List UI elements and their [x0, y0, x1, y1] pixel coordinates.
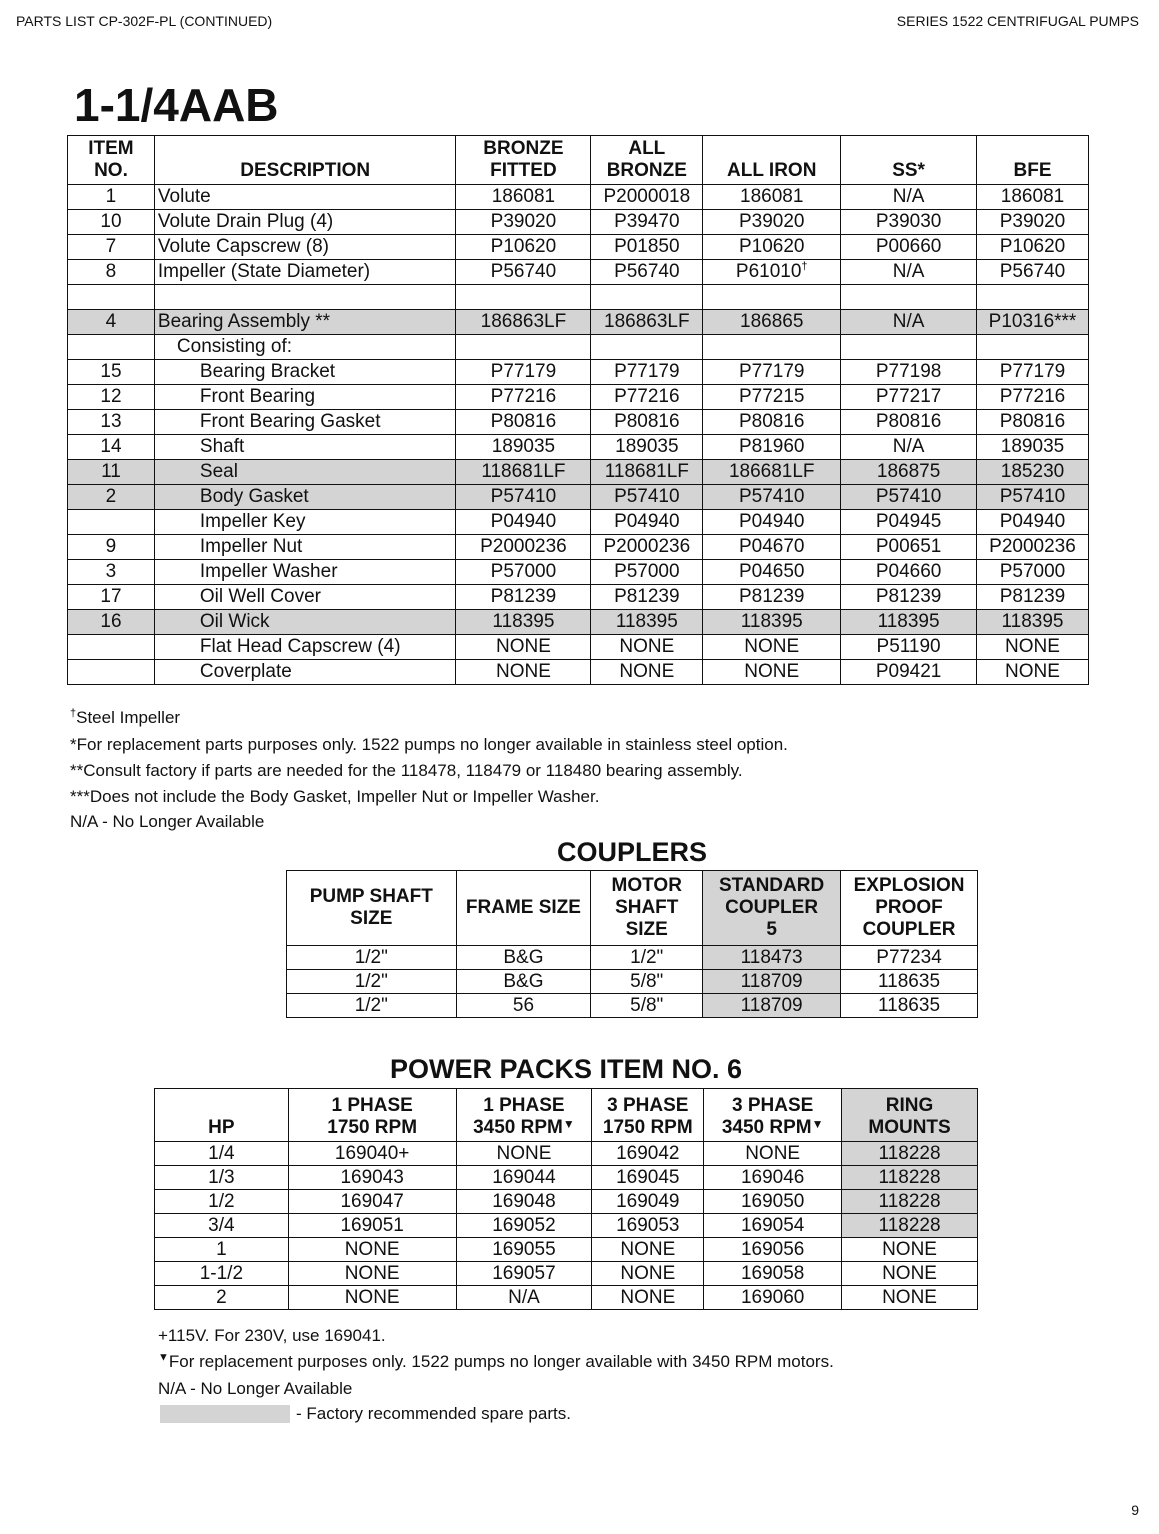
cell-3ph-3450: 169046 — [704, 1166, 842, 1190]
cell-all-bronze: P2000018 — [591, 185, 703, 210]
cell-explosion-proof: 118635 — [841, 994, 978, 1018]
parts-header-row — [68, 136, 1089, 185]
cell-1ph-1750: 169047 — [288, 1190, 456, 1214]
page-title: 1-1/4AAB — [74, 79, 279, 131]
power-packs-header-row — [155, 1089, 978, 1142]
cell-bfe: P10620 — [977, 235, 1089, 260]
cell-description: Bearing Bracket — [154, 360, 456, 385]
cell-bronze-fitted: P81239 — [456, 585, 591, 610]
cell-description: Impeller (State Diameter) — [154, 260, 456, 285]
cell-item-no: 1 — [68, 185, 155, 210]
power-packs-title: POWER PACKS ITEM NO. 6 — [389, 1054, 743, 1084]
cell-item-no: 4 — [68, 310, 155, 335]
header-right: SERIES 1522 CENTRIFUGAL PUMPS — [896, 13, 1139, 29]
power-packs-table — [154, 1088, 978, 1310]
table-row — [68, 185, 1089, 210]
cell-bfe: 186081 — [977, 185, 1089, 210]
cell-item-no: 8 — [68, 260, 155, 285]
cell-bronze-fitted: NONE — [456, 660, 591, 685]
cell-bfe: 185230 — [977, 460, 1089, 485]
cell-item-no: 10 — [68, 210, 155, 235]
table-row — [68, 660, 1089, 685]
cell-bfe: P80816 — [977, 410, 1089, 435]
cell-item-no: 3 — [68, 560, 155, 585]
cell-item-no — [68, 660, 155, 685]
table-row — [68, 635, 1089, 660]
footnote-dagger: †Steel Impeller — [70, 707, 181, 727]
cell-bronze-fitted: 118681LF — [456, 460, 591, 485]
cell-bfe: P81239 — [977, 585, 1089, 610]
cell-ss: 118395 — [841, 610, 977, 635]
cell-bfe — [977, 285, 1089, 310]
table-row — [68, 335, 1089, 360]
cell-bronze-fitted: P77179 — [456, 360, 591, 385]
cell-bfe: 189035 — [977, 435, 1089, 460]
cell-all-bronze: 186863LF — [591, 310, 703, 335]
cell-1ph-3450: 169048 — [456, 1190, 592, 1214]
col-motor-shaft-size: MOTOR SHAFT SIZE — [591, 871, 703, 946]
col-item-no: ITEM NO. — [68, 136, 155, 185]
cell-ring-mounts: 118228 — [842, 1166, 978, 1190]
table-row — [68, 560, 1089, 585]
cell-all-bronze: NONE — [591, 635, 703, 660]
cell-1ph-1750: 169043 — [288, 1166, 456, 1190]
table-row — [155, 1214, 978, 1238]
col-3ph-3450: 3 PHASE 3450 RPM▼ — [704, 1089, 842, 1142]
couplers-header-row — [287, 871, 978, 946]
table-row — [68, 435, 1089, 460]
cell-description: Consisting of: — [154, 335, 456, 360]
cell-standard-coupler: 118709 — [703, 994, 841, 1018]
cell-bfe: P57410 — [977, 485, 1089, 510]
table-row — [68, 260, 1089, 285]
cell-all-bronze: 118681LF — [591, 460, 703, 485]
cell-frame-size: B&G — [456, 946, 591, 970]
table-row — [68, 310, 1089, 335]
cell-all-iron: P57410 — [703, 485, 841, 510]
cell-3ph-1750: NONE — [592, 1238, 704, 1262]
cell-all-bronze — [591, 285, 703, 310]
cell-ss: P00651 — [841, 535, 977, 560]
cell-bronze-fitted: NONE — [456, 635, 591, 660]
cell-bfe: P10316*** — [977, 310, 1089, 335]
cell-motor-shaft: 1/2" — [591, 946, 703, 970]
cell-all-iron: P81960 — [703, 435, 841, 460]
cell-item-no: 12 — [68, 385, 155, 410]
cell-1ph-3450: N/A — [456, 1286, 592, 1310]
cell-item-no — [68, 285, 155, 310]
cell-ss — [841, 285, 977, 310]
col-explosion-proof-coupler: EXPLOSION PROOF COUPLER — [841, 871, 978, 946]
cell-ring-mounts: NONE — [842, 1238, 978, 1262]
col-ring-mounts: RING MOUNTS — [842, 1089, 978, 1142]
table-row — [68, 210, 1089, 235]
cell-1ph-3450: NONE — [456, 1142, 592, 1166]
cell-all-iron: 186681LF — [703, 460, 841, 485]
cell-motor-shaft: 5/8" — [591, 970, 703, 994]
cell-item-no: 13 — [68, 410, 155, 435]
cell-description — [154, 285, 456, 310]
cell-all-bronze: P81239 — [591, 585, 703, 610]
cell-1ph-3450: 169057 — [456, 1262, 592, 1286]
table-row — [68, 485, 1089, 510]
footnote-power-na: N/A - No Longer Available — [158, 1379, 353, 1398]
cell-description: Oil Wick — [154, 610, 456, 635]
cell-explosion-proof: 118635 — [841, 970, 978, 994]
cell-all-bronze: P77216 — [591, 385, 703, 410]
cell-description: Shaft — [154, 435, 456, 460]
cell-ss: P51190 — [841, 635, 977, 660]
cell-hp: 1-1/2 — [155, 1262, 289, 1286]
cell-ring-mounts: 118228 — [842, 1214, 978, 1238]
cell-all-bronze: 118395 — [591, 610, 703, 635]
cell-description: Impeller Washer — [154, 560, 456, 585]
cell-all-bronze: P80816 — [591, 410, 703, 435]
cell-ss: P81239 — [841, 585, 977, 610]
table-row — [68, 360, 1089, 385]
footnote-na: N/A - No Longer Available — [70, 812, 265, 831]
cell-ss: 186875 — [841, 460, 977, 485]
cell-1ph-3450: 169055 — [456, 1238, 592, 1262]
cell-bronze-fitted — [456, 285, 591, 310]
cell-3ph-3450: 169054 — [704, 1214, 842, 1238]
cell-all-iron: 118395 — [703, 610, 841, 635]
cell-all-iron: P61010† — [703, 260, 841, 285]
cell-all-iron: P10620 — [703, 235, 841, 260]
cell-bronze-fitted: P04940 — [456, 510, 591, 535]
table-row — [68, 510, 1089, 535]
cell-1ph-1750: NONE — [288, 1238, 456, 1262]
cell-all-bronze — [591, 335, 703, 360]
table-row — [155, 1142, 978, 1166]
cell-all-bronze: P57410 — [591, 485, 703, 510]
cell-hp: 1/2 — [155, 1190, 289, 1214]
cell-all-bronze: 189035 — [591, 435, 703, 460]
cell-ring-mounts: 118228 — [842, 1190, 978, 1214]
cell-all-iron: P81239 — [703, 585, 841, 610]
cell-bronze-fitted: P57000 — [456, 560, 591, 585]
cell-hp: 1 — [155, 1238, 289, 1262]
footnote-plus: +115V. For 230V, use 169041. — [158, 1326, 386, 1345]
cell-item-no — [68, 510, 155, 535]
cell-bronze-fitted: 186081 — [456, 185, 591, 210]
col-bronze-fitted: BRONZE FITTED — [456, 136, 591, 185]
cell-3ph-3450: 169058 — [704, 1262, 842, 1286]
table-row — [68, 235, 1089, 260]
cell-description: Impeller Key — [154, 510, 456, 535]
cell-bfe: P04940 — [977, 510, 1089, 535]
cell-bronze-fitted: P77216 — [456, 385, 591, 410]
cell-bronze-fitted: P10620 — [456, 235, 591, 260]
col-frame-size: FRAME SIZE — [456, 871, 591, 946]
cell-hp: 3/4 — [155, 1214, 289, 1238]
cell-ss: P77198 — [841, 360, 977, 385]
cell-bronze-fitted: 118395 — [456, 610, 591, 635]
triangle-marker-icon: ▼ — [811, 1117, 824, 1131]
cell-all-bronze: P04940 — [591, 510, 703, 535]
cell-3ph-1750: 169049 — [592, 1190, 704, 1214]
cell-standard-coupler: 118709 — [703, 970, 841, 994]
cell-3ph-1750: 169042 — [592, 1142, 704, 1166]
cell-ss: N/A — [841, 185, 977, 210]
cell-bronze-fitted: 189035 — [456, 435, 591, 460]
cell-description: Front Bearing Gasket — [154, 410, 456, 435]
cell-all-iron — [703, 285, 841, 310]
cell-all-iron: P77179 — [703, 360, 841, 385]
cell-3ph-3450: 169050 — [704, 1190, 842, 1214]
cell-bfe: P57000 — [977, 560, 1089, 585]
cell-all-iron: 186081 — [703, 185, 841, 210]
cell-ss: P04945 — [841, 510, 977, 535]
col-3ph-1750: 3 PHASE 1750 RPM — [592, 1089, 704, 1142]
cell-all-bronze: P56740 — [591, 260, 703, 285]
cell-bronze-fitted: P80816 — [456, 410, 591, 435]
cell-description: Seal — [154, 460, 456, 485]
cell-ss: P39030 — [841, 210, 977, 235]
col-ss: SS* — [841, 136, 977, 185]
cell-bfe: NONE — [977, 635, 1089, 660]
cell-3ph-1750: 169045 — [592, 1166, 704, 1190]
cell-item-no: 11 — [68, 460, 155, 485]
col-description: DESCRIPTION — [154, 136, 456, 185]
cell-3ph-1750: 169053 — [592, 1214, 704, 1238]
parts-table — [67, 135, 1089, 685]
cell-ss: P04660 — [841, 560, 977, 585]
table-row — [155, 1166, 978, 1190]
col-standard-coupler: STANDARD COUPLER 5 — [703, 871, 841, 946]
cell-item-no — [68, 335, 155, 360]
cell-item-no: 15 — [68, 360, 155, 385]
cell-all-iron: P04650 — [703, 560, 841, 585]
cell-bfe: P77179 — [977, 360, 1089, 385]
cell-item-no: 9 — [68, 535, 155, 560]
cell-1ph-1750: NONE — [288, 1286, 456, 1310]
couplers-table — [286, 870, 978, 1018]
cell-bfe: P56740 — [977, 260, 1089, 285]
cell-1ph-1750: NONE — [288, 1262, 456, 1286]
cell-ss: N/A — [841, 310, 977, 335]
table-row — [287, 994, 978, 1018]
cell-ss: N/A — [841, 435, 977, 460]
cell-bfe: P77216 — [977, 385, 1089, 410]
cell-item-no — [68, 635, 155, 660]
cell-hp: 1/3 — [155, 1166, 289, 1190]
cell-all-iron — [703, 335, 841, 360]
table-row — [68, 460, 1089, 485]
col-1ph-1750: 1 PHASE 1750 RPM — [288, 1089, 456, 1142]
cell-all-iron: NONE — [703, 635, 841, 660]
table-row — [155, 1262, 978, 1286]
page-number: 9 — [1131, 1502, 1139, 1518]
table-row — [68, 410, 1089, 435]
table-row — [68, 285, 1089, 310]
cell-ring-mounts: NONE — [842, 1286, 978, 1310]
col-hp: HP — [155, 1089, 289, 1142]
cell-ss: P80816 — [841, 410, 977, 435]
cell-1ph-3450: 169052 — [456, 1214, 592, 1238]
cell-ss: P77217 — [841, 385, 977, 410]
cell-item-no: 17 — [68, 585, 155, 610]
cell-motor-shaft: 5/8" — [591, 994, 703, 1018]
cell-item-no: 7 — [68, 235, 155, 260]
cell-all-iron: P39020 — [703, 210, 841, 235]
cell-description: Volute Drain Plug (4) — [154, 210, 456, 235]
cell-all-bronze: P01850 — [591, 235, 703, 260]
cell-ring-mounts: NONE — [842, 1262, 978, 1286]
cell-3ph-1750: NONE — [592, 1262, 704, 1286]
cell-all-iron: P77215 — [703, 385, 841, 410]
cell-bfe: NONE — [977, 660, 1089, 685]
table-row — [155, 1238, 978, 1262]
table-row — [68, 610, 1089, 635]
footnote-star3: ***Does not include the Body Gasket, Impeller Nut or Impeller Washer. — [70, 787, 600, 806]
cell-all-iron: 186865 — [703, 310, 841, 335]
cell-all-bronze: NONE — [591, 660, 703, 685]
cell-description: Body Gasket — [154, 485, 456, 510]
cell-ss: N/A — [841, 260, 977, 285]
footnote-star2: **Consult factory if parts are needed for the 118478, 118479 or 118480 bearing assembly. — [70, 761, 743, 780]
cell-1ph-3450: 169044 — [456, 1166, 592, 1190]
cell-frame-size: B&G — [456, 970, 591, 994]
cell-ss: P57410 — [841, 485, 977, 510]
table-row — [155, 1190, 978, 1214]
cell-ss — [841, 335, 977, 360]
cell-bfe: P39020 — [977, 210, 1089, 235]
cell-ss: P09421 — [841, 660, 977, 685]
table-row — [287, 970, 978, 994]
cell-pump-shaft: 1/2" — [287, 946, 457, 970]
col-1ph-3450: 1 PHASE 3450 RPM▼ — [456, 1089, 592, 1142]
cell-item-no: 2 — [68, 485, 155, 510]
cell-bfe — [977, 335, 1089, 360]
cell-description: Front Bearing — [154, 385, 456, 410]
triangle-marker-icon: ▼ — [562, 1117, 575, 1131]
table-row — [68, 535, 1089, 560]
footnote-star1: *For replacement parts purposes only. 1522 pumps no longer available in stainless steel option. — [70, 735, 788, 754]
cell-3ph-3450: NONE — [704, 1142, 842, 1166]
cell-all-bronze: P39470 — [591, 210, 703, 235]
cell-bronze-fitted: P2000236 — [456, 535, 591, 560]
table-row — [68, 585, 1089, 610]
cell-bronze-fitted — [456, 335, 591, 360]
cell-description: Flat Head Capscrew (4) — [154, 635, 456, 660]
cell-standard-coupler: 118473 — [703, 946, 841, 970]
col-pump-shaft-size: PUMP SHAFT SIZE — [287, 871, 457, 946]
cell-all-bronze: P57000 — [591, 560, 703, 585]
col-all-iron: ALL IRON — [703, 136, 841, 185]
cell-bronze-fitted: P57410 — [456, 485, 591, 510]
cell-bronze-fitted: P39020 — [456, 210, 591, 235]
cell-bronze-fitted: P56740 — [456, 260, 591, 285]
cell-bfe: P2000236 — [977, 535, 1089, 560]
cell-explosion-proof: P77234 — [841, 946, 978, 970]
legend-text: - Factory recommended spare parts. — [296, 1404, 571, 1423]
cell-description: Coverplate — [154, 660, 456, 685]
cell-all-iron: P04670 — [703, 535, 841, 560]
table-row — [68, 385, 1089, 410]
cell-item-no: 14 — [68, 435, 155, 460]
cell-all-iron: P80816 — [703, 410, 841, 435]
cell-ss: P00660 — [841, 235, 977, 260]
cell-description: Volute — [154, 185, 456, 210]
cell-description: Impeller Nut — [154, 535, 456, 560]
cell-1ph-1750: 169040+ — [288, 1142, 456, 1166]
col-bfe: BFE — [977, 136, 1089, 185]
table-row — [287, 946, 978, 970]
table-row — [155, 1286, 978, 1310]
cell-hp: 2 — [155, 1286, 289, 1310]
cell-1ph-1750: 169051 — [288, 1214, 456, 1238]
footnote-triangle: ▼For replacement purposes only. 1522 pumps no longer available with 3450 RPM motors. — [158, 1351, 834, 1371]
couplers-title: COUPLERS — [556, 837, 708, 867]
cell-all-iron: P04940 — [703, 510, 841, 535]
cell-3ph-3450: 169056 — [704, 1238, 842, 1262]
cell-3ph-1750: NONE — [592, 1286, 704, 1310]
cell-item-no: 16 — [68, 610, 155, 635]
cell-pump-shaft: 1/2" — [287, 994, 457, 1018]
legend-swatch — [160, 1405, 290, 1423]
cell-pump-shaft: 1/2" — [287, 970, 457, 994]
cell-ring-mounts: 118228 — [842, 1142, 978, 1166]
cell-hp: 1/4 — [155, 1142, 289, 1166]
col-all-bronze: ALL BRONZE — [591, 136, 703, 185]
cell-all-bronze: P77179 — [591, 360, 703, 385]
cell-description: Volute Capscrew (8) — [154, 235, 456, 260]
cell-bronze-fitted: 186863LF — [456, 310, 591, 335]
cell-description: Oil Well Cover — [154, 585, 456, 610]
cell-frame-size: 56 — [456, 994, 591, 1018]
cell-3ph-3450: 169060 — [704, 1286, 842, 1310]
header-left: PARTS LIST CP-302F-PL (CONTINUED) — [16, 13, 273, 29]
cell-description: Bearing Assembly ** — [154, 310, 456, 335]
cell-bfe: 118395 — [977, 610, 1089, 635]
cell-all-bronze: P2000236 — [591, 535, 703, 560]
cell-all-iron: NONE — [703, 660, 841, 685]
